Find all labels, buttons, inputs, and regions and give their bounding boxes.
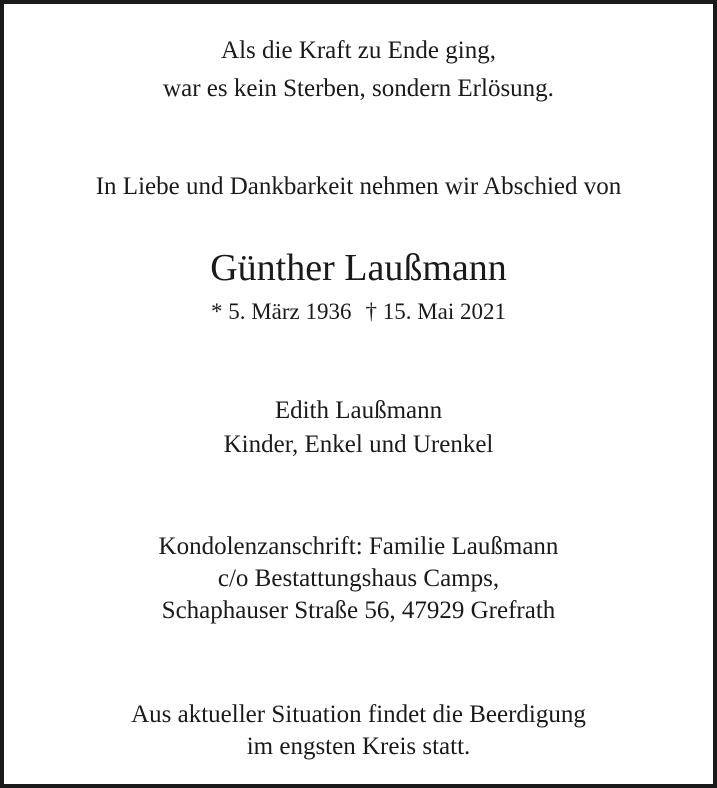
birth-date: * 5. März 1936 [210, 299, 352, 324]
quote-line-1: Als die Kraft zu Ende ging, [221, 37, 496, 64]
life-dates [0, 298, 717, 326]
notice-line-1: Aus aktueller Situation findet die Beerdigung [131, 701, 586, 728]
mourner-line-1: Edith Laußmann [274, 397, 443, 424]
intro-text: In Liebe und Dankbarkeit nehmen wir Abschied von [95, 173, 622, 200]
deceased-name: Günther Laußmann [210, 247, 507, 289]
quote-line-2: war es kein Sterben, sondern Erlösung. [163, 75, 554, 102]
condolence-line-2: c/o Bestattungshaus Camps, [217, 565, 500, 592]
condolence-line-1: Kondolenzanschrift: Familie Laußmann [158, 533, 559, 560]
condolence-line-3: Schaphauser Straße 56, 47929 Grefrath [161, 597, 556, 624]
mourner-line-2: Kinder, Enkel und Urenkel [223, 431, 494, 458]
notice-line-2: im engsten Kreis statt. [246, 733, 471, 760]
death-date: † 15. Mai 2021 [365, 299, 507, 324]
